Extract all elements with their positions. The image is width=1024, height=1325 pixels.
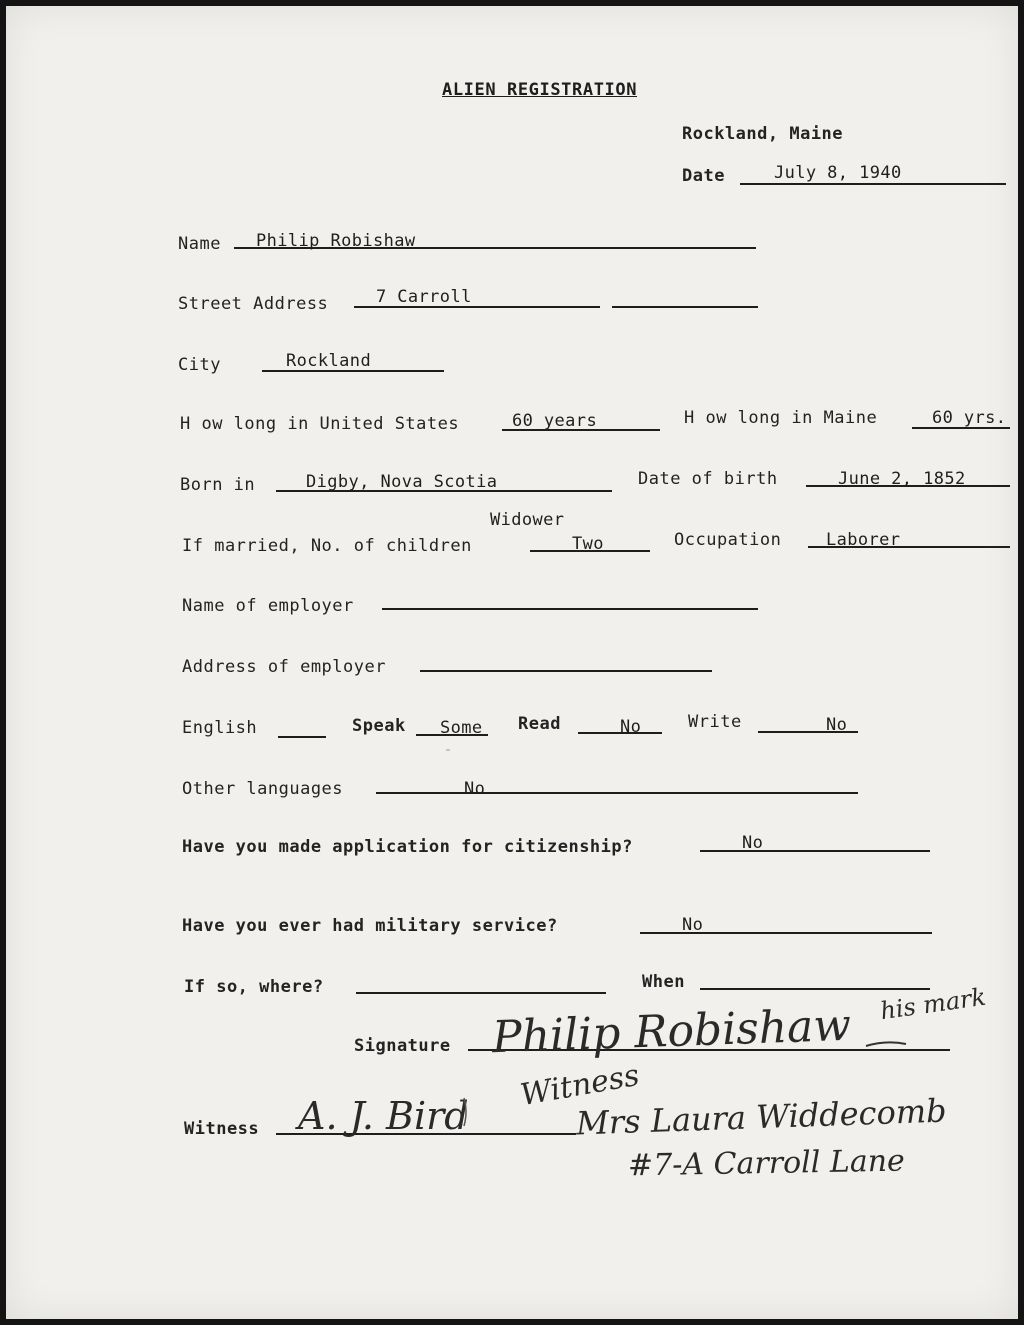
date-value: July 8, 1940 xyxy=(774,163,902,183)
date-label: Date xyxy=(682,166,725,186)
street-label: Street Address xyxy=(178,294,329,314)
form-title: ALIEN REGISTRATION xyxy=(442,80,638,100)
citizenship-label: Have you made application for citizenship? xyxy=(182,837,633,857)
other-languages-value: No xyxy=(464,779,486,799)
signature-label: Signature xyxy=(354,1036,451,1056)
military-label: Have you ever had military service? xyxy=(182,916,558,936)
speak-value: Some xyxy=(440,718,483,738)
witness-handwritten-address: #7-A Carroll Lane xyxy=(627,1143,906,1184)
write-value: No xyxy=(826,715,848,735)
witness-label: Witness xyxy=(184,1119,260,1139)
read-label: Read xyxy=(518,714,561,734)
how-long-maine-value: 60 yrs. xyxy=(932,408,1007,428)
ink-flourishes xyxy=(6,6,1018,1319)
write-label: Write xyxy=(688,712,742,732)
handwritten-signature: Philip Robishaw xyxy=(491,999,852,1064)
city-value: Rockland xyxy=(286,351,372,371)
speak-label: Speak xyxy=(352,716,406,736)
witness-handwritten-1: A. J. Bird xyxy=(298,1094,469,1138)
citizenship-value: No xyxy=(742,833,764,853)
signature-mark-note: his mark xyxy=(878,982,988,1026)
employer-name-label: Name of employer xyxy=(182,596,354,616)
dob-label: Date of birth xyxy=(638,469,778,489)
name-value: Philip Robishaw xyxy=(256,231,416,251)
name-label: Name xyxy=(178,234,221,254)
registration-form xyxy=(6,6,1018,1319)
read-value: No xyxy=(620,717,642,737)
occupation-value: Laborer xyxy=(826,530,901,550)
how-long-maine-label: H ow long in Maine xyxy=(684,408,878,428)
if-so-where-label: If so, where? xyxy=(184,977,324,997)
born-in-label: Born in xyxy=(180,475,256,495)
street-value: 7 Carroll xyxy=(376,287,472,307)
location: Rockland, Maine xyxy=(682,124,844,144)
witness-handwritten-2: Mrs Laura Widdecomb xyxy=(575,1091,948,1143)
city-label: City xyxy=(178,355,221,375)
english-label: English xyxy=(182,718,258,738)
other-languages-label: Other languages xyxy=(182,779,344,799)
widower-annotation: Widower xyxy=(490,510,565,530)
dob-value: June 2, 1852 xyxy=(838,469,966,489)
how-long-us-label: H ow long in United States xyxy=(180,414,460,434)
occupation-label: Occupation xyxy=(674,530,782,550)
employer-address-label: Address of employer xyxy=(182,657,386,677)
born-in-value: Digby, Nova Scotia xyxy=(306,472,498,492)
when-label: When xyxy=(642,972,685,992)
how-long-us-value: 60 years xyxy=(512,411,598,431)
married-children-value: Two xyxy=(572,534,604,554)
military-value: No xyxy=(682,915,704,935)
married-children-label: If married, No. of children xyxy=(182,536,472,556)
witness-handwritten-note: Witness xyxy=(517,1057,642,1114)
